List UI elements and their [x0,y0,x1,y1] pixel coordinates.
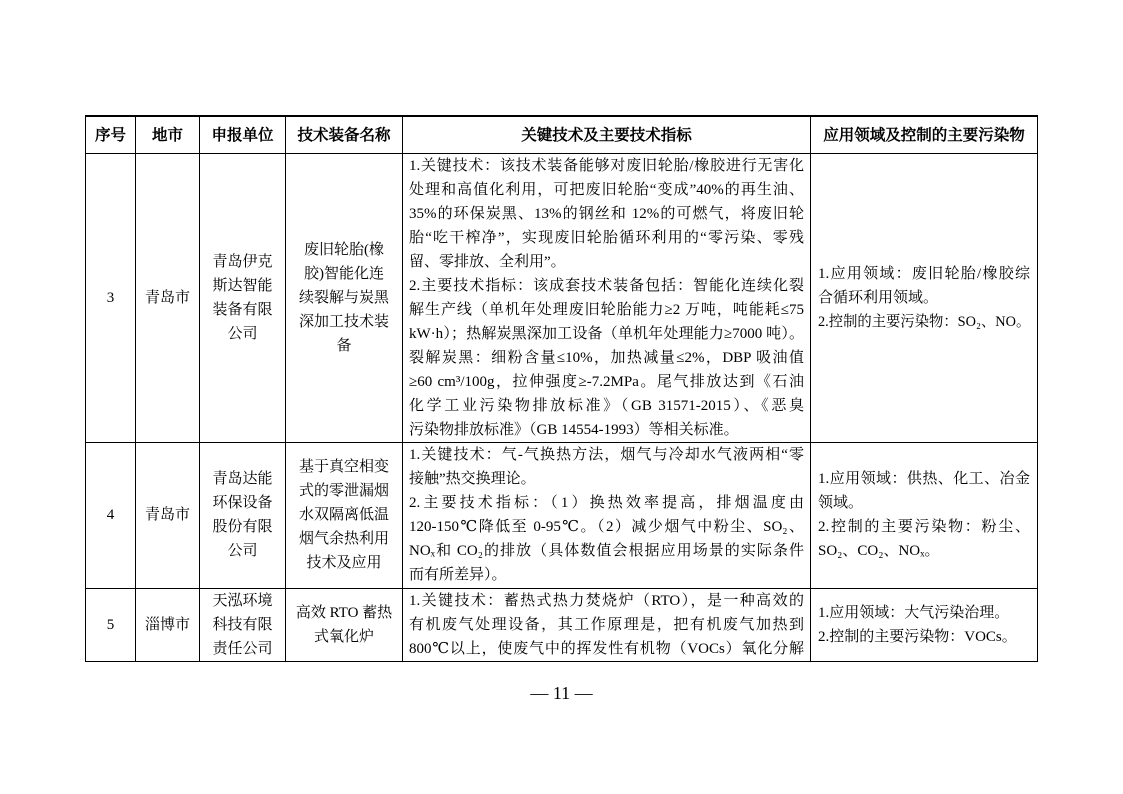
cell-application [811,588,1038,661]
text-line: SO₂、CO₂、NOₓ。 [818,543,940,559]
text-line: 1.关键技术：该技术装备能够对废旧轮胎/橡胶进行无害化 [409,157,804,174]
cell-no [86,442,136,588]
city-name: 青岛市 [144,507,190,523]
row-number: 5 [106,616,115,633]
text-line: kW·h）；热解炭黑深加工设备（单机年处理能力≥7000 吨）。 [409,325,804,342]
city-name: 青岛市 [144,289,190,306]
text-line: 水双隔离低温 [298,507,389,523]
text-line: 合循环利用领域。 [818,289,939,306]
text-line: 接触”热交换理论。 [409,470,536,487]
header-city: 地市 [136,116,200,153]
text-line: NOₓ和 CO₂的排放（具体数值会根据应用场景的实际条件 [409,542,804,559]
text-line: 深加工技术装 [298,313,389,330]
text-line: 科技有限 [212,616,273,633]
cell-no [86,153,136,442]
cell-application [811,153,1038,442]
table-row [86,442,1038,588]
technology-table [85,115,1038,662]
cell-key-tech [403,153,811,442]
header-key-tech: 关键技术及主要技术指标 [403,116,811,153]
cell-key-tech [403,442,811,588]
page-number: — 11 — [530,683,593,703]
header-applicant: 申报单位 [200,116,286,153]
text-line: 1.应用领域：废旧轮胎/橡胶综 [818,265,1030,282]
header-no: 序号 [86,116,136,153]
text-line: 35%的环保炭黑、13%的钢丝和 12%的可燃气，将废旧轮 [409,205,804,222]
cell-applicant [200,442,286,588]
cell-applicant [200,588,286,661]
text-line: 式氧化炉 [313,628,374,645]
text-line: 120-150℃降低至 0-95℃。（2）减少烟气中粉尘、SO₂、 [409,518,804,535]
text-line: 2.主要技术指标：该成套技术装备包括：智能化连续化裂 [409,277,804,294]
text-line: 处理和高值化利用，可把废旧轮胎“变成”40%的再生油、 [409,181,804,198]
header-equipment: 技术装备名称 [286,116,403,153]
text-line: 烟气余热利用 [298,531,389,547]
text-line: 领域。 [818,495,864,511]
text-line: 青岛伊克 [212,253,273,270]
text-line: 公司 [227,543,258,559]
text-line: 1.应用领域：大气污染治理。 [818,604,1010,621]
text-line: 天泓环境 [212,592,273,609]
text-line: 技术及应用 [306,555,382,571]
text-line: 装备有限 [212,301,273,318]
text-line: 而有所差异）。 [409,566,507,583]
row-number: 3 [106,289,115,306]
cell-equipment [286,442,403,588]
text-line: 青岛达能 [212,471,273,487]
cell-city [136,442,200,588]
text-line: 式的零泄漏烟 [298,483,389,499]
text-line: 留、零排放、全利用”。 [409,253,566,270]
cell-key-tech [403,588,811,661]
text-line: 有机废气处理设备，其工作原理是，把有机废气加热到 [409,616,804,633]
text-line: 环保设备 [212,495,273,511]
city-name: 淄博市 [144,616,190,633]
text-line: 2.控制的主要污染物：粉尘、 [818,519,1030,535]
text-line: ≥60 cm³/100g，拉伸强度≥-7.2MPa。尾气排放达到《石油 [409,373,804,390]
cell-equipment [286,588,403,661]
text-line: 续裂解与炭黑 [298,289,389,306]
cell-application [811,442,1038,588]
cell-applicant [200,153,286,442]
text-line: 1.应用领域：供热、化工、冶金 [818,471,1030,487]
text-line: 800℃以上，使废气中的挥发性有机物（VOCs）氧化分解 [409,640,804,657]
cell-city [136,153,200,442]
text-line: 斯达智能 [212,277,273,294]
text-line: 2.控制的主要污染物：VOCs。 [818,628,1017,645]
text-line: 基于真空相变 [298,459,389,475]
row-number: 4 [106,507,115,523]
text-line: 胶)智能化连 [304,265,384,282]
header-row [86,116,1038,153]
cell-no [86,588,136,661]
text-line: 备 [336,337,352,354]
text-line: 股份有限 [212,519,273,535]
table-row [86,588,1038,661]
text-line: 1.关键技术：气-气换热方法，烟气与冷却水气液两相“零 [409,446,804,463]
text-line: 化学工业污染物排放标准》（GB 31571-2015）、《恶臭 [409,397,804,414]
text-line: 解生产线（单机年处理废旧轮胎能力≥2 万吨，吨能耗≤75 [409,301,804,318]
text-line: 1.关键技术：蓄热式热力焚烧炉（RTO），是一种高效的 [409,592,804,609]
text-line: 2.控制的主要污染物：SO₂、NO。 [818,313,1031,330]
cell-city [136,588,200,661]
text-line: 高效 RTO 蓄热 [295,604,393,621]
text-line: 废旧轮胎(橡 [304,241,384,258]
text-line: 污染物排放标准》（GB 14554-1993）等相关标准。 [409,421,739,438]
text-line: 公司 [227,325,258,342]
text-line: 胎“吃干榨净”，实现废旧轮胎循环利用的“零污染、零残 [409,229,804,246]
header-application: 应用领域及控制的主要污染物 [811,116,1038,153]
text-line: 责任公司 [212,640,273,657]
text-line: 裂解炭黑：细粉含量≤10%，加热减量≤2%，DBP 吸油值 [409,349,804,366]
text-line: 2.主要技术指标：（1）换热效率提高，排烟温度由 [409,494,804,511]
table-row [86,153,1038,442]
cell-equipment [286,153,403,442]
